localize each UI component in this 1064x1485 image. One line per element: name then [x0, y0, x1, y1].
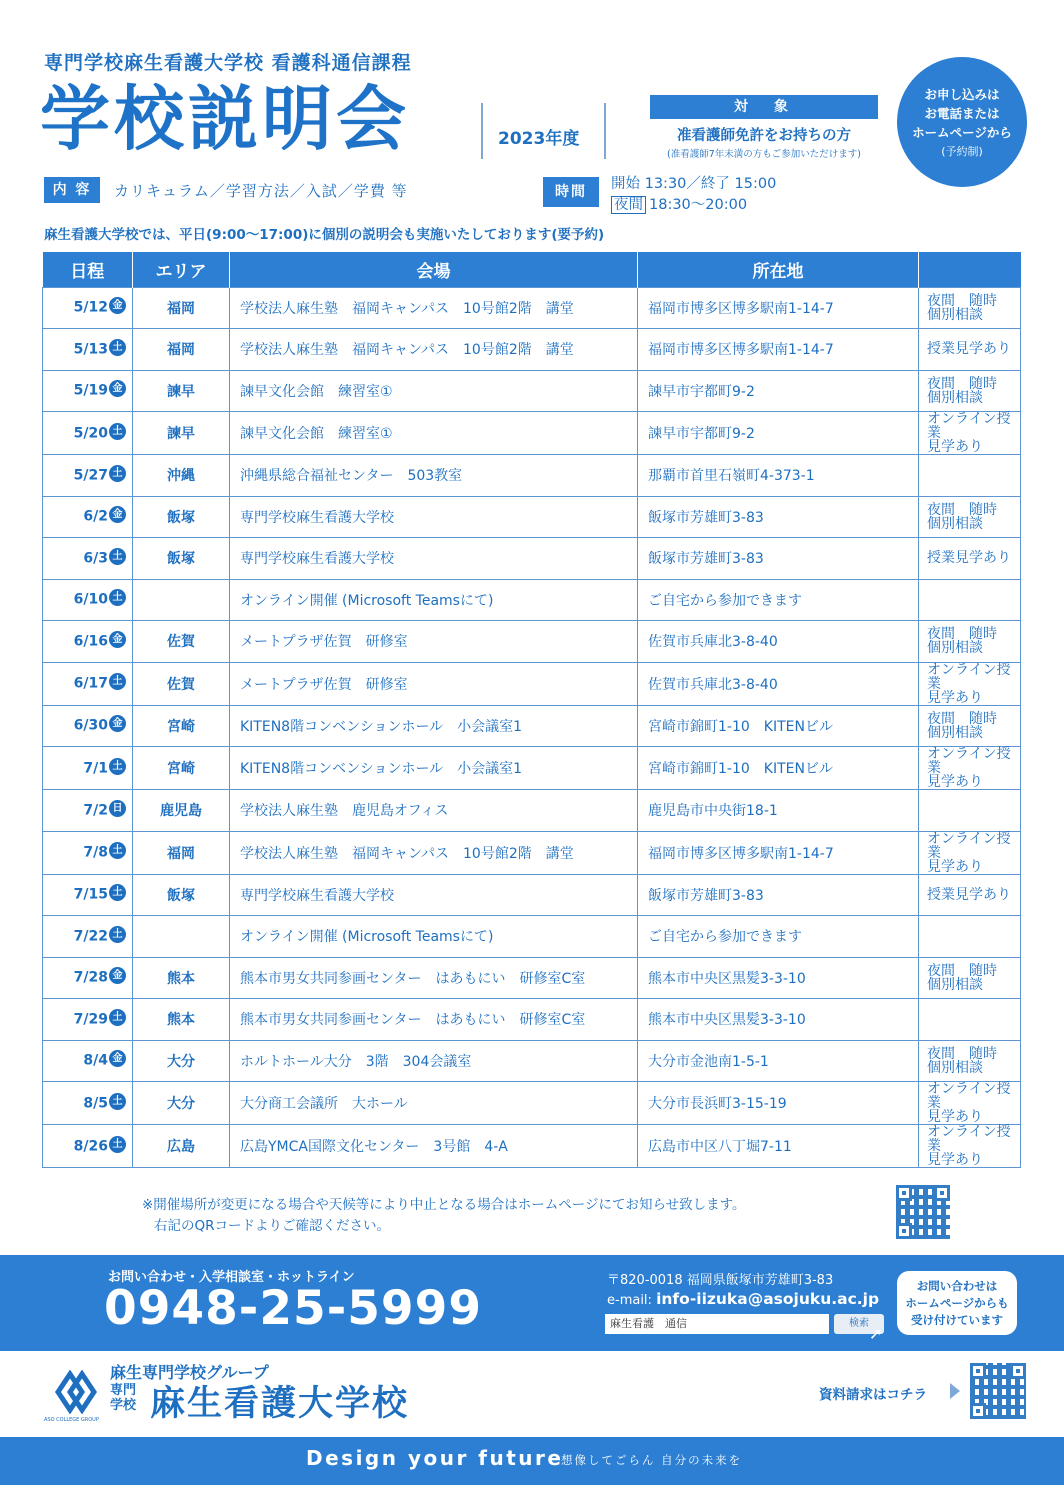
date-text: 8/5 — [83, 1095, 108, 1111]
address-cell: ご自宅から参加できます — [638, 579, 919, 621]
note-cell — [919, 916, 1021, 958]
address-cell: 鹿児島市中央街18-1 — [638, 790, 919, 832]
footnote — [142, 1195, 746, 1237]
note-cell — [919, 999, 1021, 1041]
header-address: 所在地 — [638, 252, 919, 287]
school-type-line: 専門 — [110, 1383, 137, 1398]
venue-cell: 学校法人麻生塾 福岡キャンパス 10号館2階 講堂 — [230, 329, 638, 371]
note-cell — [919, 621, 1021, 663]
time-day: 開始 13:30／終了 15:00 — [611, 176, 777, 192]
content-text: カリキュラム／学習方法／入試／学費 等 — [114, 182, 408, 200]
table-row — [43, 747, 1021, 790]
address-cell: 諫早市宇都町9-2 — [638, 412, 919, 455]
venue-cell: 熊本市男女共同参画センター はあもにい 研修室C室 — [230, 957, 638, 999]
weekday-badge: 土 — [109, 884, 126, 901]
weekday-badge: 土 — [109, 589, 126, 606]
area-cell: 沖縄 — [133, 455, 230, 497]
target-main-text: 准看護師免許をお持ちの方 — [677, 128, 851, 144]
phone-number[interactable]: 0948-25-5999 — [104, 1281, 483, 1336]
venue-cell: 大分商工会議所 大ホール — [230, 1082, 638, 1125]
address-cell: 広島市中区八丁堀7-11 — [638, 1125, 919, 1168]
note-line: 個別相談 — [927, 1059, 983, 1076]
note-cell — [919, 831, 1021, 874]
weekday-badge: 土 — [109, 926, 126, 943]
address-cell: 大分市金池南1-5-1 — [638, 1040, 919, 1082]
weekday-badge: 日 — [109, 800, 126, 817]
date-text: 5/20 — [73, 425, 108, 441]
area-cell: 諫早 — [133, 370, 230, 412]
note-line: オンライン授業 — [927, 746, 1011, 776]
area-cell: 大分 — [133, 1082, 230, 1125]
address-cell: 熊本市中央区黒髪3-3-10 — [638, 957, 919, 999]
area-cell — [133, 579, 230, 621]
area-cell — [133, 916, 230, 958]
content-tag: 内 容 — [44, 177, 100, 203]
address-cell: 諫早市宇都町9-2 — [638, 370, 919, 412]
note-cell — [919, 579, 1021, 621]
page-title: 学校説明会 — [40, 78, 410, 160]
slogan-sub: 想像してごらん 自分の未来を — [561, 1453, 743, 1467]
address-cell: 佐賀市兵庫北3-8-40 — [638, 662, 919, 705]
venue-cell: 専門学校麻生看護大学校 — [230, 874, 638, 916]
note-line: 夜間 随時 — [927, 292, 997, 309]
venue-cell: 学校法人麻生塾 福岡キャンパス 10号館2階 講堂 — [230, 287, 638, 329]
table-row — [43, 790, 1021, 832]
area-cell: 熊本 — [133, 999, 230, 1041]
night-label: 夜間 — [611, 196, 646, 214]
email-address[interactable]: info-iizuka@asojuku.ac.jp — [656, 1290, 880, 1308]
weekday-badge: 金 — [109, 967, 126, 984]
table-row — [43, 874, 1021, 916]
weekday-badge: 金 — [109, 297, 126, 314]
date-cell — [43, 287, 133, 329]
weekday-badge: 金 — [109, 506, 126, 523]
date-text: 5/19 — [73, 382, 108, 399]
footnote-line: 右記のQRコードよりご確認ください。 — [154, 1218, 391, 1234]
date-cell — [43, 790, 133, 832]
date-text: 6/17 — [73, 675, 108, 692]
date-cell — [43, 747, 133, 790]
venue-cell: オンライン開催 (Microsoft Teamsにて) — [230, 579, 638, 621]
address-cell: 福岡市博多区博多駅南1-14-7 — [638, 287, 919, 329]
venue-cell: 熊本市男女共同参画センター はあもにい 研修室C室 — [230, 999, 638, 1041]
date-cell — [43, 370, 133, 412]
header-note — [919, 252, 1021, 287]
address-cell: 飯塚市芳雄町3-83 — [638, 874, 919, 916]
note-line: 見学あり — [927, 774, 983, 790]
individual-notice: 麻生看護大学校では、平日(9:00〜17:00)に個別の説明会も実施いたしております(要予約) — [44, 227, 605, 243]
apply-line: ホームページから — [912, 125, 1012, 140]
divider — [481, 103, 483, 159]
table-row — [43, 538, 1021, 580]
hp-line: ホームページからも — [905, 1296, 1009, 1310]
apply-badge — [897, 57, 1027, 187]
venue-cell: 専門学校麻生看護大学校 — [230, 496, 638, 538]
weekday-badge: 土 — [109, 842, 126, 859]
note-line: オンライン授業 — [927, 661, 1011, 692]
date-cell — [43, 916, 133, 958]
table-row — [43, 705, 1021, 747]
year-label: 2023年度 — [498, 129, 580, 149]
logo-caption: ASO COLLEGE GROUP — [44, 1417, 99, 1423]
note-cell — [919, 957, 1021, 999]
date-cell — [43, 621, 133, 663]
email-label: e-mail: — [607, 1293, 652, 1308]
note-cell — [919, 370, 1021, 412]
date-cell — [43, 329, 133, 371]
date-text: 7/28 — [73, 969, 108, 986]
slogan: Design your future — [306, 1446, 564, 1470]
footnote-line: ※開催場所が変更になる場合や天候等により中止となる場合はホームページにてお知らせ致します。 — [142, 1197, 746, 1213]
note-cell — [919, 790, 1021, 832]
note-line: 見学あり — [927, 858, 983, 875]
date-cell — [43, 538, 133, 580]
venue-cell: 学校法人麻生塾 福岡キャンパス 10号館2階 講堂 — [230, 831, 638, 874]
note-cell — [919, 455, 1021, 497]
date-text: 8/4 — [83, 1052, 108, 1069]
address-cell: 大分市長浜町3-15-19 — [638, 1082, 919, 1125]
hp-line: 受け付けています — [911, 1313, 1003, 1327]
note-line: 個別相談 — [927, 724, 983, 741]
weekday-badge: 土 — [109, 758, 126, 775]
table-header-row — [43, 252, 1021, 287]
note-line: オンライン授業 — [927, 1124, 1011, 1154]
venue-cell: 学校法人麻生塾 鹿児島オフィス — [230, 790, 638, 832]
date-text: 5/13 — [73, 341, 108, 358]
target-sub-text: (准看護師7年未満の方もご参加いただけます) — [667, 149, 861, 160]
note-line: 夜間 随時 — [927, 1045, 997, 1062]
date-text: 7/8 — [83, 844, 108, 861]
date-text: 7/15 — [73, 886, 108, 903]
note-line: 個別相談 — [927, 389, 983, 406]
address-cell: 那覇市首里石嶺町4-373-1 — [638, 455, 919, 497]
hp-line: お問い合わせは — [916, 1279, 998, 1293]
address-cell: 福岡市博多区博多駅南1-14-7 — [638, 329, 919, 371]
weekday-badge: 土 — [109, 673, 126, 690]
note-line: 見学あり — [927, 1152, 983, 1168]
venue-cell: 諫早文化会館 練習室① — [230, 412, 638, 455]
date-cell — [43, 1082, 133, 1125]
area-cell: 広島 — [133, 1125, 230, 1168]
group-name: 麻生専門学校グループ — [110, 1363, 269, 1382]
address-cell: 飯塚市芳雄町3-83 — [638, 496, 919, 538]
target-label: 対 象 — [650, 95, 878, 119]
area-cell: 諫早 — [133, 412, 230, 455]
note-cell — [919, 1125, 1021, 1168]
weekday-badge: 土 — [109, 423, 126, 440]
venue-cell: メートプラザ佐賀 研修室 — [230, 662, 638, 705]
note-line: 個別相談 — [927, 515, 983, 532]
note-line: 個別相談 — [927, 306, 983, 323]
date-text: 6/16 — [73, 633, 108, 650]
date-cell — [43, 1125, 133, 1168]
date-cell — [43, 874, 133, 916]
table-row — [43, 916, 1021, 958]
table-row — [43, 329, 1021, 371]
schedule-table — [42, 252, 1021, 1168]
note-cell — [919, 874, 1021, 916]
note-cell — [919, 1082, 1021, 1125]
date-text: 7/1 — [83, 760, 108, 776]
venue-cell: メートプラザ佐賀 研修室 — [230, 621, 638, 663]
note-cell — [919, 496, 1021, 538]
date-text: 7/22 — [73, 928, 108, 945]
date-text: 6/10 — [73, 591, 108, 608]
date-cell — [43, 1040, 133, 1082]
weekday-badge: 金 — [109, 380, 126, 397]
table-row — [43, 370, 1021, 412]
divider — [604, 103, 606, 159]
area-cell: 鹿児島 — [133, 790, 230, 832]
table-row — [43, 999, 1021, 1041]
header-date: 日程 — [43, 252, 133, 287]
note-line: 見学あり — [927, 439, 983, 455]
table-row — [43, 662, 1021, 705]
schedule-body — [43, 287, 1021, 1168]
weekday-badge: 土 — [109, 465, 126, 482]
date-cell — [43, 412, 133, 455]
apply-line: (予約制) — [941, 145, 983, 158]
address-cell: 飯塚市芳雄町3-83 — [638, 538, 919, 580]
note-cell — [919, 747, 1021, 790]
address-cell: 福岡市博多区博多駅南1-14-7 — [638, 831, 919, 874]
table-row — [43, 831, 1021, 874]
address-cell: 宮崎市錦町1-10 KITENビル — [638, 747, 919, 790]
note-cell — [919, 329, 1021, 371]
date-cell — [43, 999, 133, 1041]
note-line: 見学あり — [927, 1109, 983, 1125]
school-type-line: 学校 — [110, 1398, 137, 1413]
date-text: 7/29 — [73, 1011, 108, 1028]
request-link[interactable]: 資料請求はコチラ — [819, 1387, 927, 1403]
date-text: 6/30 — [73, 717, 108, 734]
note-cell — [919, 662, 1021, 705]
date-cell — [43, 496, 133, 538]
qr-code-icon[interactable] — [896, 1185, 950, 1239]
table-row — [43, 621, 1021, 663]
weekday-badge: 金 — [109, 1050, 126, 1067]
venue-cell: 広島YMCA国際文化センター 3号館 4-A — [230, 1125, 638, 1168]
header-area: エリア — [133, 252, 230, 287]
note-cell — [919, 1040, 1021, 1082]
contact-label: お問い合わせ・入学相談室・ホットライン — [108, 1270, 355, 1285]
date-text: 6/2 — [83, 508, 108, 525]
note-line: 授業見学あり — [927, 886, 1011, 903]
arrow-right-icon — [950, 1383, 960, 1399]
school-address: 〒820-0018 福岡県飯塚市芳雄町3-83 — [607, 1273, 834, 1288]
note-cell — [919, 705, 1021, 747]
note-cell — [919, 287, 1021, 329]
table-row — [43, 455, 1021, 497]
date-cell — [43, 455, 133, 497]
area-cell: 宮崎 — [133, 747, 230, 790]
time-night — [611, 193, 747, 214]
area-cell: 福岡 — [133, 329, 230, 371]
area-cell: 福岡 — [133, 831, 230, 874]
note-line: 夜間 随時 — [927, 375, 997, 392]
weekday-badge: 金 — [109, 715, 126, 732]
table-row — [43, 1082, 1021, 1125]
venue-cell: 諫早文化会館 練習室① — [230, 370, 638, 412]
weekday-badge: 土 — [109, 1009, 126, 1026]
note-cell — [919, 538, 1021, 580]
header-subtitle: 専門学校麻生看護大学校 看護科通信課程 — [44, 52, 412, 74]
date-cell — [43, 831, 133, 874]
venue-cell: 専門学校麻生看護大学校 — [230, 538, 638, 580]
venue-cell: オンライン開催 (Microsoft Teamsにて) — [230, 916, 638, 958]
search-input[interactable]: 麻生看護 通信 — [605, 1314, 829, 1334]
note-line: オンライン授業 — [927, 1081, 1011, 1111]
area-cell: 熊本 — [133, 957, 230, 999]
table-row — [43, 957, 1021, 999]
search-button[interactable]: 検索 — [834, 1314, 884, 1334]
note-line: 夜間 随時 — [927, 710, 997, 727]
note-line: オンライン授業 — [927, 411, 1011, 441]
aso-logo-icon — [44, 1370, 100, 1414]
date-text: 7/2 — [83, 802, 108, 819]
night-time: 18:30〜20:00 — [649, 197, 748, 213]
venue-cell: KITEN8階コンベンションホール 小会議室1 — [230, 705, 638, 747]
table-row — [43, 496, 1021, 538]
school-type — [110, 1383, 136, 1413]
area-cell: 飯塚 — [133, 874, 230, 916]
note-cell — [919, 412, 1021, 455]
weekday-badge: 土 — [109, 1136, 126, 1153]
area-cell: 宮崎 — [133, 705, 230, 747]
time-tag: 時間 — [543, 177, 599, 207]
note-line: 夜間 随時 — [927, 501, 997, 518]
address-cell: 熊本市中央区黒髪3-3-10 — [638, 999, 919, 1041]
weekday-badge: 土 — [109, 1093, 126, 1110]
date-text: 5/12 — [73, 299, 108, 316]
area-cell: 飯塚 — [133, 496, 230, 538]
homepage-bubble — [897, 1271, 1017, 1335]
venue-cell: ホルトホール大分 3階 304会議室 — [230, 1040, 638, 1082]
weekday-badge: 土 — [109, 339, 126, 356]
address-cell: 宮崎市錦町1-10 KITENビル — [638, 705, 919, 747]
date-cell — [43, 957, 133, 999]
table-row — [43, 579, 1021, 621]
weekday-badge: 土 — [109, 548, 126, 565]
note-line: オンライン授業 — [927, 830, 1011, 861]
qr-code-icon[interactable] — [970, 1363, 1026, 1419]
table-row — [43, 412, 1021, 455]
table-row — [43, 287, 1021, 329]
note-line: 夜間 随時 — [927, 626, 997, 643]
note-line: 授業見学あり — [927, 341, 1011, 358]
area-cell: 佐賀 — [133, 621, 230, 663]
venue-cell: 沖縄県総合福祉センター 503教室 — [230, 455, 638, 497]
apply-line: お電話または — [924, 106, 1000, 121]
address-cell: 佐賀市兵庫北3-8-40 — [638, 621, 919, 663]
area-cell: 飯塚 — [133, 538, 230, 580]
area-cell: 福岡 — [133, 287, 230, 329]
header-venue: 会場 — [230, 252, 638, 287]
apply-line: お申し込みは — [924, 87, 1000, 102]
cursor-icon: ➚ — [869, 1324, 883, 1343]
table-row — [43, 1040, 1021, 1082]
school-name: 麻生看護大学校 — [150, 1384, 410, 1424]
date-cell — [43, 579, 133, 621]
note-line: 個別相談 — [927, 976, 983, 993]
date-cell — [43, 705, 133, 747]
date-cell — [43, 662, 133, 705]
weekday-badge: 金 — [109, 631, 126, 648]
note-line: 見学あり — [927, 689, 983, 706]
date-text: 8/26 — [73, 1138, 108, 1154]
table-row — [43, 1125, 1021, 1168]
note-line: 夜間 随時 — [927, 962, 997, 979]
email-line — [607, 1290, 879, 1308]
note-line: 授業見学あり — [927, 550, 1011, 567]
area-cell: 佐賀 — [133, 662, 230, 705]
note-line: 個別相談 — [927, 640, 983, 657]
date-text: 6/3 — [83, 550, 108, 567]
address-cell: ご自宅から参加できます — [638, 916, 919, 958]
venue-cell: KITEN8階コンベンションホール 小会議室1 — [230, 747, 638, 790]
date-text: 5/27 — [73, 467, 108, 484]
area-cell: 大分 — [133, 1040, 230, 1082]
